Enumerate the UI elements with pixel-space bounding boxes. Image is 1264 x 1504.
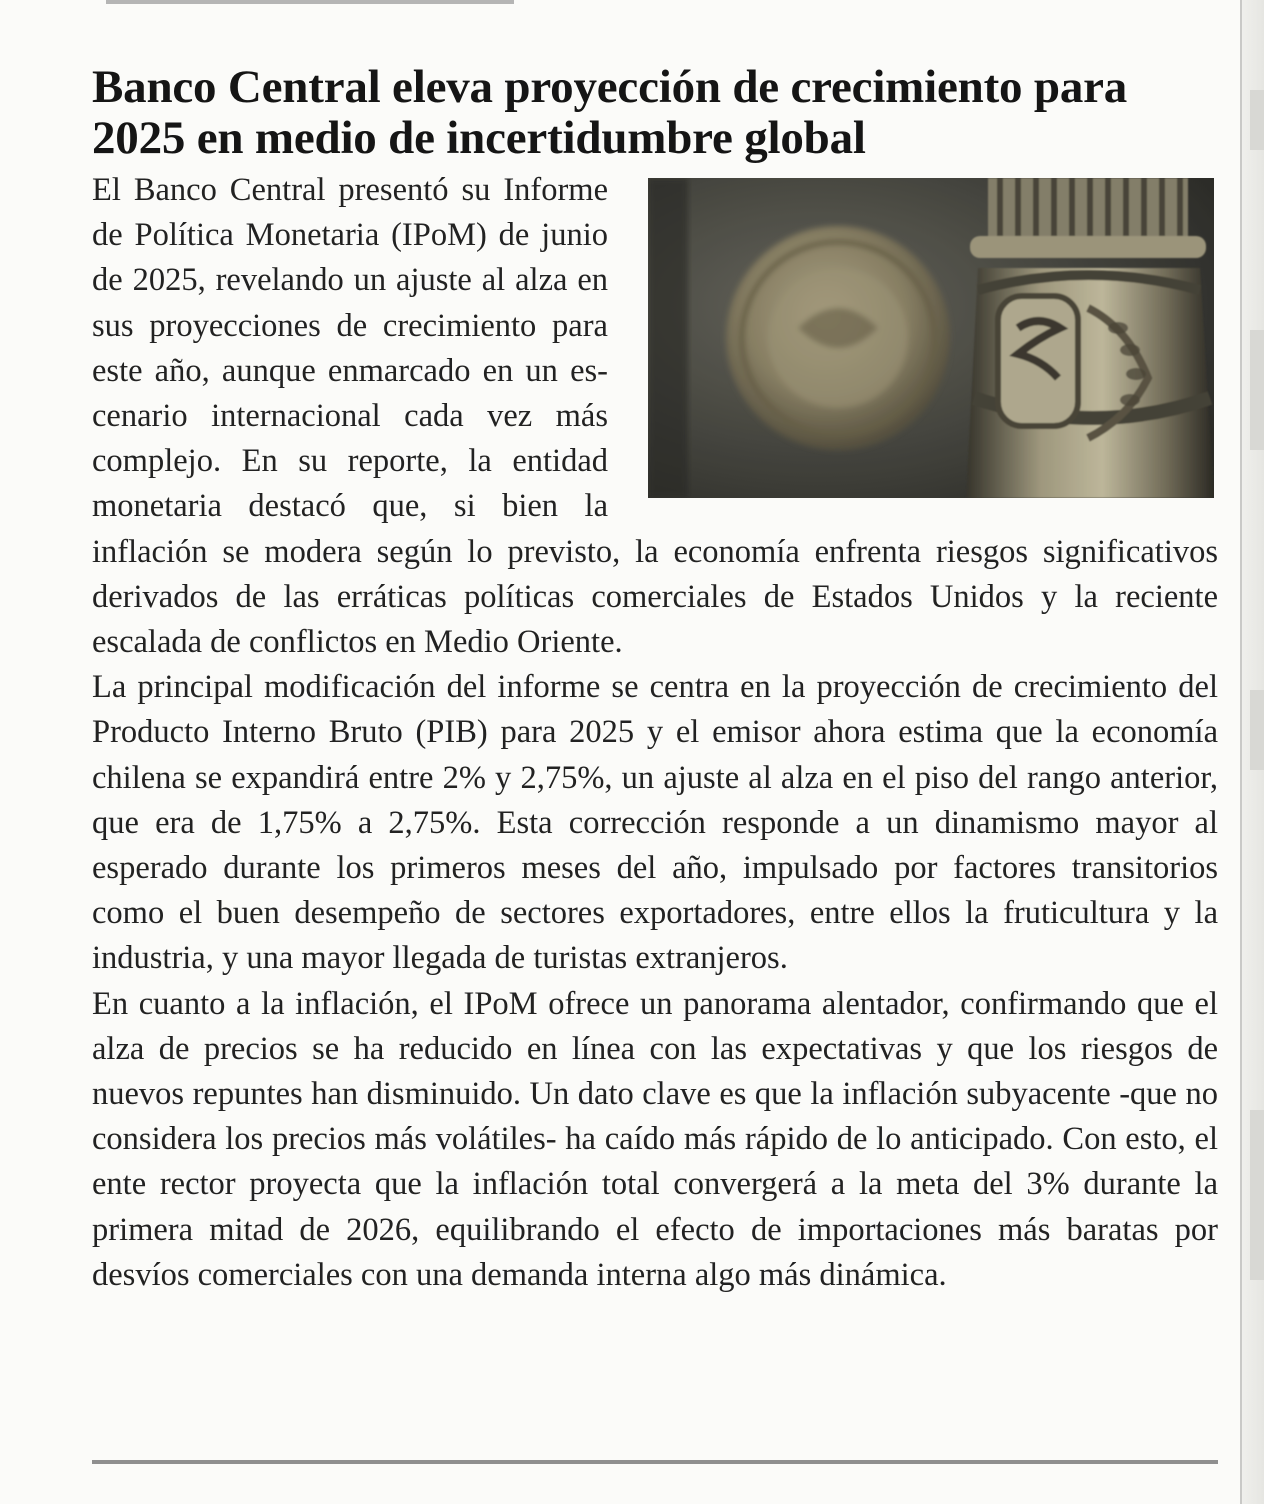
- page-edge: [1240, 0, 1264, 1504]
- paragraph-3: En cuanto a la inflación, el IPoM ofrece un panorama alentador, confirmando que el alza de precios se ha reducido en línea con las expectativas y que los riesgos de nuevos repuntes han disminuido. Un dato clave es que la inflación subyacente -que no considera los precios más volátiles- ha caído más rápido de lo anticipado. Con esto, el ente rector proyecta que la inflación total convergerá a la meta del 3% durante la primera mitad de 2026, equilibrando el efecto de importaciones más baratas por desvíos comerciales con una demanda interna algo más dinámica.: [92, 985, 1218, 1293]
- paragraph-1: El Banco Central presentó su Informe de Política Monetaria (IPoM) de junio de 2025, revelando un ajuste al alza en sus proyecciones de crecimiento para este año, aunque enmarcado en un escenario internacional cada vez más complejo. En su reporte, la entidad monetaria destacó que, si bien la inflación se modera según lo previsto, la economía enfrenta riesgos significativos derivados de las erráticas políticas comerciales de Estados Unidos y la reciente escalada de conflictos en Medio Oriente.: [92, 172, 1218, 661]
- paragraph-2: La principal modificación del informe se centra en la proyección de crecimiento del Producto Interno Bruto (PIB) para 2025 y el emisor ahora estima que la economía chilena se expandirá entre 2% y 2,75%, un ajuste al alza en el piso del rango anterior, que era de 1,75% a 2,75%. Esta corrección responde a un dinamismo mayor al esperado durante los primeros meses del año, impulsado por factores transitorios como el buen desempeño de sectores exportadores, entre ellos la fruticultura y la industria, y una mayor llegada de turistas extranjeros.: [92, 669, 1218, 977]
- central-bank-photo: [648, 178, 1214, 498]
- article: [92, 62, 1218, 1298]
- bottom-divider: [92, 1460, 1218, 1464]
- coin-column-image: [648, 178, 1214, 498]
- headline: Banco Central eleva proyección de crecimiento para 2025 en medio de incertidumbre global: [92, 61, 1128, 164]
- top-divider: [106, 0, 514, 4]
- article-body: [92, 168, 1218, 1298]
